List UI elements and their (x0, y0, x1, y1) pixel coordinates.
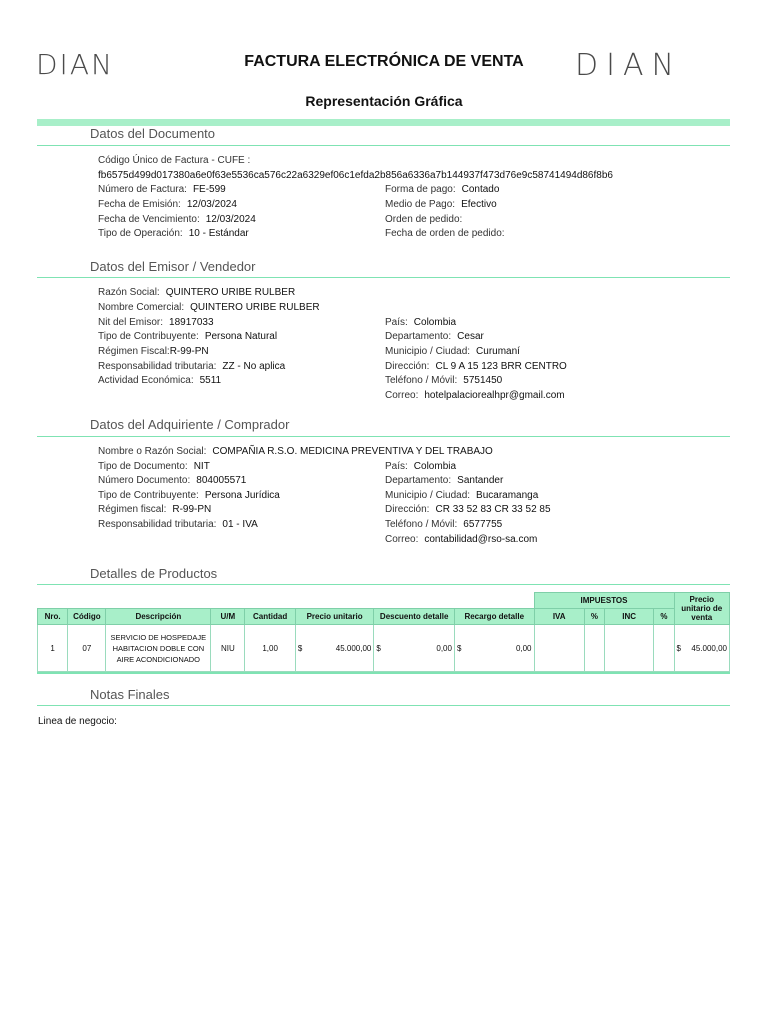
products-table (37, 592, 730, 672)
issuer-nit: 18917033 (169, 317, 214, 328)
table-row (38, 625, 730, 672)
payment-method-row (385, 199, 497, 210)
invoice-title: FACTURA ELECTRÓNICA DE VENTA (244, 53, 524, 70)
buyer-name-row (98, 446, 493, 457)
header-precio-venta: Precio unitario de venta (674, 593, 730, 625)
buyer-name: COMPAÑIA R.S.O. MEDICINA PREVENTIVA Y DEL TRABAJO (212, 446, 493, 457)
issuer-responsibility-label: Responsabilidad tributaria: (98, 361, 217, 372)
issuer-city-label: Municipio / Ciudad: (385, 346, 471, 357)
buyer-name-label: Nombre o Razón Social: (98, 446, 207, 457)
recargo-value: 0,00 (515, 643, 532, 653)
payment-form: Contado (461, 184, 500, 195)
buyer-department-row (385, 475, 503, 486)
issue-date-label: Fecha de Emisión: (98, 199, 181, 210)
operation-type: 10 - Estándar (188, 228, 249, 239)
cell-inc (605, 625, 654, 672)
cufe-value: fb6575d499d017380a6e0f63e5536ca576c22a6329ef06c1efda2b856a6336a7b144937f473d76e9c58741494d86f8b6 (98, 170, 613, 181)
due-date-row (98, 214, 256, 225)
issuer-taxpayer: Persona Natural (204, 331, 278, 342)
issuer-name-label: Razón Social: (98, 287, 160, 298)
cell-cantidad: 1,00 (245, 625, 295, 672)
currency-symbol: $ (676, 643, 681, 653)
section-divider (37, 705, 730, 706)
issuer-phone-label: Teléfono / Móvil: (385, 375, 458, 386)
buyer-regime-label: Régimen fiscal: (98, 504, 167, 515)
cell-pct-inc (654, 625, 674, 672)
issue-date: 12/03/2024 (186, 199, 237, 210)
descuento-value: 0,00 (436, 643, 452, 653)
cufe-label-row (98, 155, 256, 166)
table-header-row (38, 609, 730, 625)
header-inc: INC (605, 609, 654, 625)
issuer-activity-label: Actividad Económica: (98, 375, 194, 386)
due-date: 12/03/2024 (205, 214, 256, 225)
invoice-number-row (98, 184, 226, 195)
section-title-adquiriente: Datos del Adquiriente / Comprador (90, 417, 290, 432)
cell-nro: 1 (38, 625, 68, 672)
section-divider (37, 277, 730, 278)
issuer-email: hotelpalaciorealhpr@gmail.com (424, 390, 565, 401)
issuer-activity-row (98, 375, 221, 386)
buyer-phone: 6577755 (463, 519, 503, 530)
issuer-regime-row (98, 346, 209, 357)
currency-symbol: $ (456, 643, 462, 653)
header-impuestos: IMPUESTOS (534, 593, 674, 609)
buyer-department: Santander (457, 475, 504, 486)
precio-unitario-value: 45.000,00 (335, 643, 372, 653)
issuer-phone: 5751450 (463, 375, 503, 386)
issuer-country-row (385, 317, 456, 328)
header-descripcion: Descripción (106, 609, 211, 625)
buyer-country-label: País: (385, 461, 408, 472)
table-bottom-divider (37, 672, 730, 674)
issuer-name-row (98, 287, 295, 298)
order-date-row (385, 228, 511, 239)
header-precio-unitario: Precio unitario (295, 609, 374, 625)
section-divider (37, 436, 730, 437)
invoice-subtitle: Representación Gráfica (305, 93, 463, 109)
header-um: U/M (211, 609, 245, 625)
buyer-responsibility-row (98, 519, 258, 530)
header-pct-iva: % (584, 609, 604, 625)
buyer-responsibility-label: Responsabilidad tributaria: (98, 519, 217, 530)
cell-codigo: 07 (68, 625, 106, 672)
issuer-address: CL 9 A 15 123 BRR CENTRO (435, 361, 567, 372)
buyer-city-row (385, 490, 538, 501)
issuer-taxpayer-label: Tipo de Contribuyente: (98, 331, 199, 342)
buyer-regime-row (98, 504, 211, 515)
issuer-responsibility: ZZ - No aplica (222, 361, 286, 372)
buyer-doc-type: NIT (193, 461, 210, 472)
issuer-department: Cesar (457, 331, 484, 342)
buyer-taxpayer-row (98, 490, 280, 501)
buyer-city-label: Municipio / Ciudad: (385, 490, 471, 501)
buyer-email-label: Correo: (385, 534, 419, 545)
issuer-regime: R-99-PN (169, 346, 209, 357)
table-header-group-row (38, 593, 730, 609)
cell-recargo (454, 625, 534, 672)
buyer-country-row (385, 461, 456, 472)
buyer-phone-row (385, 519, 502, 530)
buyer-doc-type-row (98, 461, 210, 472)
precio-venta-value: 45.000,00 (691, 643, 727, 653)
issuer-country: Colombia (413, 317, 457, 328)
operation-type-row (98, 228, 249, 239)
issuer-name: QUINTERO URIBE RULBER (165, 287, 296, 298)
header-cantidad: Cantidad (245, 609, 295, 625)
due-date-label: Fecha de Vencimiento: (98, 214, 200, 225)
header-spacer (38, 593, 535, 609)
issuer-country-label: País: (385, 317, 408, 328)
issue-date-row (98, 199, 237, 210)
buyer-email: contabilidad@rso-sa.com (424, 534, 538, 545)
header-codigo: Código (68, 609, 106, 625)
payment-method-label: Medio de Pago: (385, 199, 456, 210)
payment-method: Efectivo (461, 199, 497, 210)
issuer-email-label: Correo: (385, 390, 419, 401)
dian-logo-left: DIAN (36, 48, 114, 81)
issuer-department-label: Departamento: (385, 331, 452, 342)
header-nro: Nro. (38, 609, 68, 625)
buyer-department-label: Departamento: (385, 475, 452, 486)
header-pct-inc: % (654, 609, 674, 625)
header-recargo: Recargo detalle (454, 609, 534, 625)
order-row (385, 214, 468, 225)
buyer-taxpayer-label: Tipo de Contribuyente: (98, 490, 199, 501)
issuer-activity: 5511 (199, 375, 222, 386)
business-line-label: Linea de negocio: (38, 716, 117, 727)
buyer-doc-number-row (98, 475, 246, 486)
buyer-taxpayer: Persona Jurídica (204, 490, 280, 501)
buyer-regime: R-99-PN (172, 504, 212, 515)
order-label: Orden de pedido: (385, 214, 463, 225)
section-divider (37, 145, 730, 146)
currency-symbol: $ (376, 643, 381, 653)
issuer-commercial-row (98, 302, 320, 313)
issuer-commercial-label: Nombre Comercial: (98, 302, 185, 313)
section-title-notas: Notas Finales (90, 687, 170, 702)
payment-form-row (385, 184, 499, 195)
section-title-productos: Detalles de Productos (90, 566, 218, 581)
cell-um: NIU (211, 625, 245, 672)
operation-type-label: Tipo de Operación: (98, 228, 183, 239)
cell-iva (534, 625, 584, 672)
buyer-country: Colombia (413, 461, 457, 472)
section-title-documento: Datos del Documento (90, 126, 216, 141)
issuer-regime-label: Régimen Fiscal: (98, 346, 170, 357)
invoice-number-label: Número de Factura: (98, 184, 187, 195)
header-descuento: Descuento detalle (374, 609, 455, 625)
cell-precio-venta (674, 625, 730, 672)
issuer-taxpayer-row (98, 331, 277, 342)
dian-logo-right: DIAN (575, 48, 682, 83)
issuer-responsibility-row (98, 361, 285, 372)
issuer-nit-row (98, 317, 214, 328)
buyer-doc-number: 804005571 (196, 475, 247, 486)
issuer-nit-label: Nit del Emisor: (98, 317, 164, 328)
buyer-phone-label: Teléfono / Móvil: (385, 519, 458, 530)
header-iva: IVA (534, 609, 584, 625)
payment-form-label: Forma de pago: (385, 184, 456, 195)
cell-descripcion: SERVICIO DE HOSPEDAJE HABITACION DOBLE CON AIRE ACONDICIONADO (106, 625, 211, 672)
buyer-address-label: Dirección: (385, 504, 430, 515)
cell-precio-unitario (295, 625, 374, 672)
buyer-doc-number-label: Número Documento: (98, 475, 191, 486)
cell-pct-iva (584, 625, 604, 672)
issuer-phone-row (385, 375, 502, 386)
cufe-value-row (98, 170, 613, 181)
buyer-doc-type-label: Tipo de Documento: (98, 461, 188, 472)
section-title-emisor: Datos del Emisor / Vendedor (90, 259, 256, 274)
buyer-address: CR 33 52 83 CR 33 52 85 (435, 504, 551, 515)
section-band (37, 119, 730, 126)
invoice-number: FE-599 (192, 184, 226, 195)
issuer-address-row (385, 361, 567, 372)
buyer-email-row (385, 534, 537, 545)
currency-symbol: $ (297, 643, 303, 653)
issuer-commercial: QUINTERO URIBE RULBER (190, 302, 320, 313)
buyer-address-row (385, 504, 551, 515)
buyer-city: Bucaramanga (476, 490, 539, 501)
buyer-responsibility: 01 - IVA (222, 519, 258, 530)
order-date-label: Fecha de orden de pedido: (385, 228, 505, 239)
cufe-label: Código Único de Factura - CUFE : (98, 155, 251, 166)
cell-descuento (374, 625, 455, 672)
issuer-department-row (385, 331, 484, 342)
issuer-email-row (385, 390, 565, 401)
section-divider (37, 584, 730, 585)
issuer-city-row (385, 346, 520, 357)
issuer-address-label: Dirección: (385, 361, 430, 372)
issuer-city: Curumaní (476, 346, 520, 357)
